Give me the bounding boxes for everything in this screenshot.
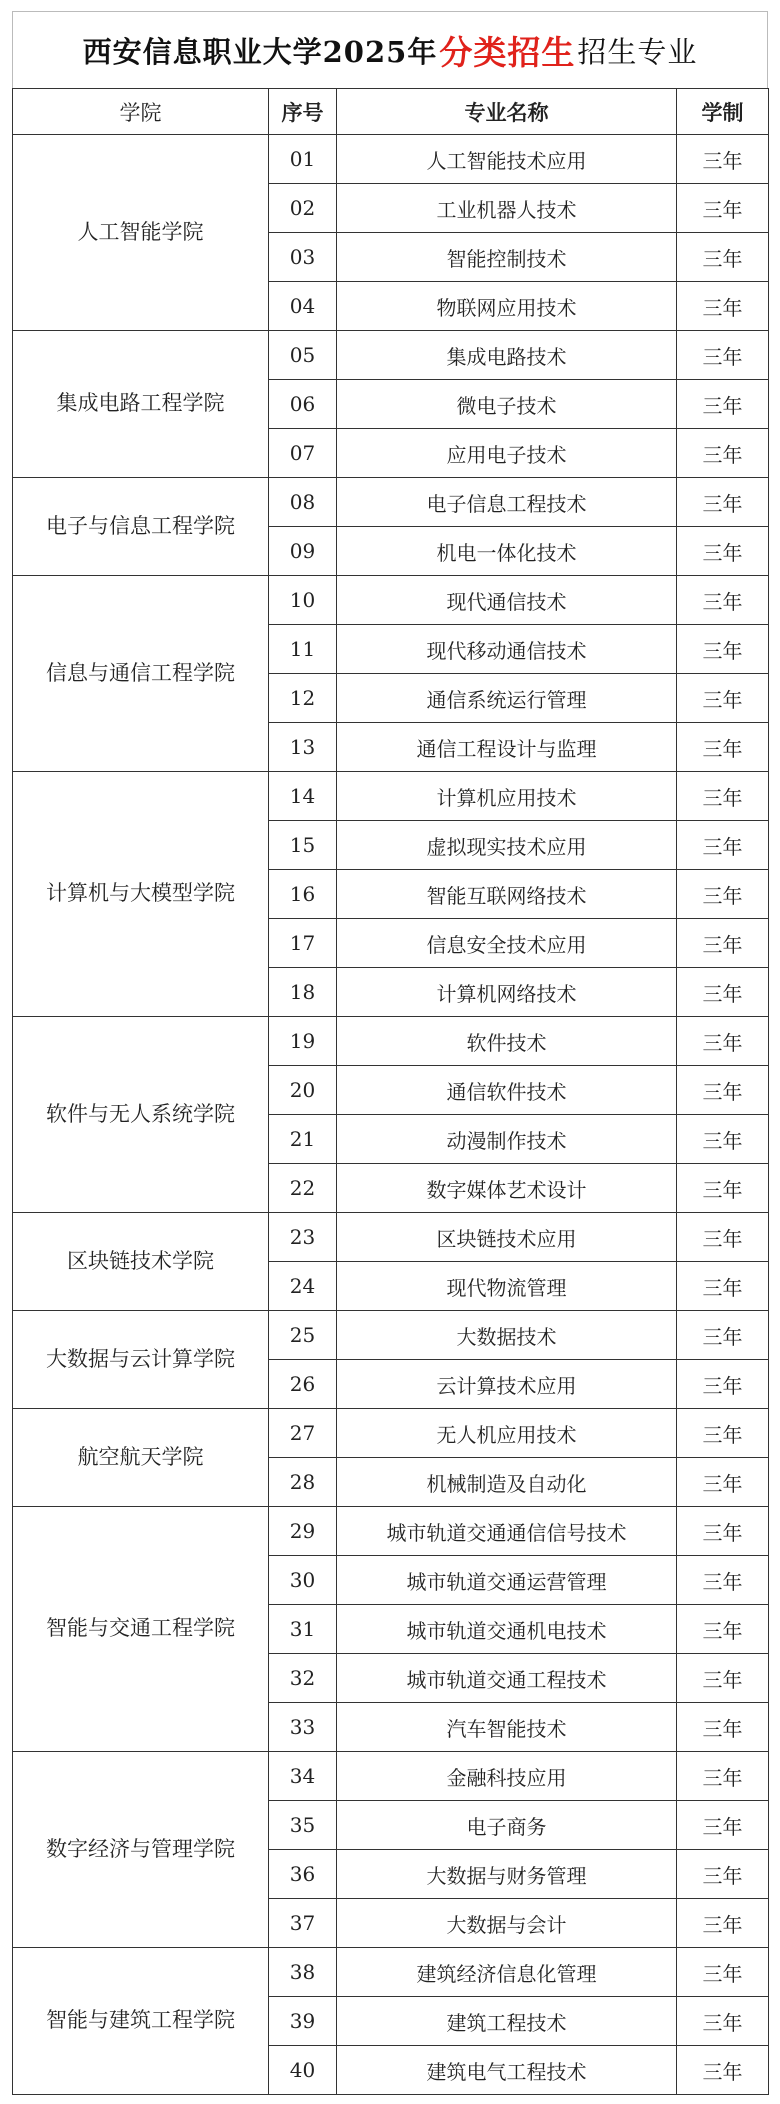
major-duration: 三年 [677,429,769,478]
major-number: 06 [269,380,337,429]
college-name: 大数据与云计算学院 [13,1311,269,1409]
college-name: 集成电路工程学院 [13,331,269,478]
major-duration: 三年 [677,968,769,1017]
header-college: 学院 [13,89,269,135]
major-name: 大数据与会计 [337,1899,677,1948]
major-duration: 三年 [677,821,769,870]
major-duration: 三年 [677,1164,769,1213]
major-name: 现代移动通信技术 [337,625,677,674]
major-number: 02 [269,184,337,233]
major-number: 04 [269,282,337,331]
table-row [13,1409,769,1458]
major-number: 37 [269,1899,337,1948]
header-no: 序号 [269,89,337,135]
major-number: 33 [269,1703,337,1752]
major-number: 01 [269,135,337,184]
major-number: 22 [269,1164,337,1213]
major-name: 城市轨道交通通信信号技术 [337,1507,677,1556]
title-highlight: 分类招生 [439,32,576,72]
college-name: 人工智能学院 [13,135,269,331]
header-major: 专业名称 [337,89,677,135]
major-number: 27 [269,1409,337,1458]
major-number: 08 [269,478,337,527]
major-duration: 三年 [677,919,769,968]
major-name: 建筑工程技术 [337,1997,677,2046]
table-row [13,1948,769,1997]
major-number: 26 [269,1360,337,1409]
title-prefix: 西安信息职业大学2025年 [82,34,438,69]
major-duration: 三年 [677,1066,769,1115]
major-duration: 三年 [677,1115,769,1164]
major-name: 虚拟现实技术应用 [337,821,677,870]
major-number: 19 [269,1017,337,1066]
major-name: 金融科技应用 [337,1752,677,1801]
major-number: 12 [269,674,337,723]
college-name: 智能与建筑工程学院 [13,1948,269,2095]
major-duration: 三年 [677,1899,769,1948]
major-duration: 三年 [677,380,769,429]
major-duration: 三年 [677,1262,769,1311]
major-duration: 三年 [677,723,769,772]
college-name: 航空航天学院 [13,1409,269,1507]
major-number: 16 [269,870,337,919]
major-name: 人工智能技术应用 [337,135,677,184]
major-number: 20 [269,1066,337,1115]
college-name: 电子与信息工程学院 [13,478,269,576]
major-duration: 三年 [677,1458,769,1507]
major-duration: 三年 [677,233,769,282]
major-number: 14 [269,772,337,821]
major-number: 17 [269,919,337,968]
table-row [13,1213,769,1262]
major-name: 通信软件技术 [337,1066,677,1115]
major-duration: 三年 [677,184,769,233]
major-number: 35 [269,1801,337,1850]
table-row [13,1017,769,1066]
major-duration: 三年 [677,674,769,723]
major-duration: 三年 [677,576,769,625]
major-name: 智能控制技术 [337,233,677,282]
table-row [13,331,769,380]
major-name: 区块链技术应用 [337,1213,677,1262]
major-name: 通信系统运行管理 [337,674,677,723]
table-row [13,135,769,184]
header-row [13,89,769,135]
major-duration: 三年 [677,1556,769,1605]
major-duration: 三年 [677,1948,769,1997]
major-name: 智能互联网络技术 [337,870,677,919]
table-row [13,576,769,625]
table-row [13,772,769,821]
table-body [13,135,769,2095]
major-number: 39 [269,1997,337,2046]
table-row [13,1752,769,1801]
major-duration: 三年 [677,625,769,674]
table-row [13,1507,769,1556]
major-name: 电子信息工程技术 [337,478,677,527]
major-duration: 三年 [677,772,769,821]
major-duration: 三年 [677,1654,769,1703]
college-name: 区块链技术学院 [13,1213,269,1311]
major-name: 机电一体化技术 [337,527,677,576]
major-number: 31 [269,1605,337,1654]
major-name: 通信工程设计与监理 [337,723,677,772]
major-name: 工业机器人技术 [337,184,677,233]
major-name: 建筑经济信息化管理 [337,1948,677,1997]
college-name: 计算机与大模型学院 [13,772,269,1017]
major-number: 10 [269,576,337,625]
major-number: 25 [269,1311,337,1360]
table-row [13,478,769,527]
major-number: 34 [269,1752,337,1801]
major-number: 32 [269,1654,337,1703]
major-name: 软件技术 [337,1017,677,1066]
major-duration: 三年 [677,1360,769,1409]
major-name: 无人机应用技术 [337,1409,677,1458]
majors-table [12,88,769,2095]
major-number: 21 [269,1115,337,1164]
major-duration: 三年 [677,1850,769,1899]
major-duration: 三年 [677,1017,769,1066]
major-name: 电子商务 [337,1801,677,1850]
major-name: 动漫制作技术 [337,1115,677,1164]
major-number: 15 [269,821,337,870]
major-name: 计算机网络技术 [337,968,677,1017]
college-name: 软件与无人系统学院 [13,1017,269,1213]
college-name: 信息与通信工程学院 [13,576,269,772]
major-duration: 三年 [677,1997,769,2046]
major-number: 11 [269,625,337,674]
major-name: 城市轨道交通运营管理 [337,1556,677,1605]
major-name: 信息安全技术应用 [337,919,677,968]
major-name: 现代物流管理 [337,1262,677,1311]
major-name: 大数据与财务管理 [337,1850,677,1899]
major-number: 38 [269,1948,337,1997]
major-number: 30 [269,1556,337,1605]
major-number: 07 [269,429,337,478]
major-name: 集成电路技术 [337,331,677,380]
major-name: 汽车智能技术 [337,1703,677,1752]
major-number: 13 [269,723,337,772]
major-duration: 三年 [677,527,769,576]
major-duration: 三年 [677,1801,769,1850]
major-name: 物联网应用技术 [337,282,677,331]
major-number: 28 [269,1458,337,1507]
major-duration: 三年 [677,135,769,184]
major-name: 数字媒体艺术设计 [337,1164,677,1213]
major-number: 09 [269,527,337,576]
major-number: 18 [269,968,337,1017]
major-duration: 三年 [677,331,769,380]
major-name: 云计算技术应用 [337,1360,677,1409]
major-number: 05 [269,331,337,380]
table-row [13,1311,769,1360]
major-duration: 三年 [677,1605,769,1654]
major-duration: 三年 [677,870,769,919]
major-duration: 三年 [677,1752,769,1801]
major-number: 24 [269,1262,337,1311]
page-title [12,11,768,89]
major-name: 应用电子技术 [337,429,677,478]
major-number: 03 [269,233,337,282]
major-duration: 三年 [677,2046,769,2095]
major-number: 23 [269,1213,337,1262]
major-number: 29 [269,1507,337,1556]
major-name: 现代通信技术 [337,576,677,625]
college-name: 数字经济与管理学院 [13,1752,269,1948]
college-name: 智能与交通工程学院 [13,1507,269,1752]
major-duration: 三年 [677,1311,769,1360]
major-name: 微电子技术 [337,380,677,429]
major-duration: 三年 [677,1409,769,1458]
major-name: 机械制造及自动化 [337,1458,677,1507]
major-number: 40 [269,2046,337,2095]
major-name: 计算机应用技术 [337,772,677,821]
major-name: 城市轨道交通机电技术 [337,1605,677,1654]
major-name: 大数据技术 [337,1311,677,1360]
major-duration: 三年 [677,1507,769,1556]
major-name: 建筑电气工程技术 [337,2046,677,2095]
major-duration: 三年 [677,1213,769,1262]
major-duration: 三年 [677,478,769,527]
header-years: 学制 [677,89,769,135]
major-duration: 三年 [677,282,769,331]
major-name: 城市轨道交通工程技术 [337,1654,677,1703]
major-number: 36 [269,1850,337,1899]
title-suffix: 招生专业 [577,34,698,69]
major-duration: 三年 [677,1703,769,1752]
